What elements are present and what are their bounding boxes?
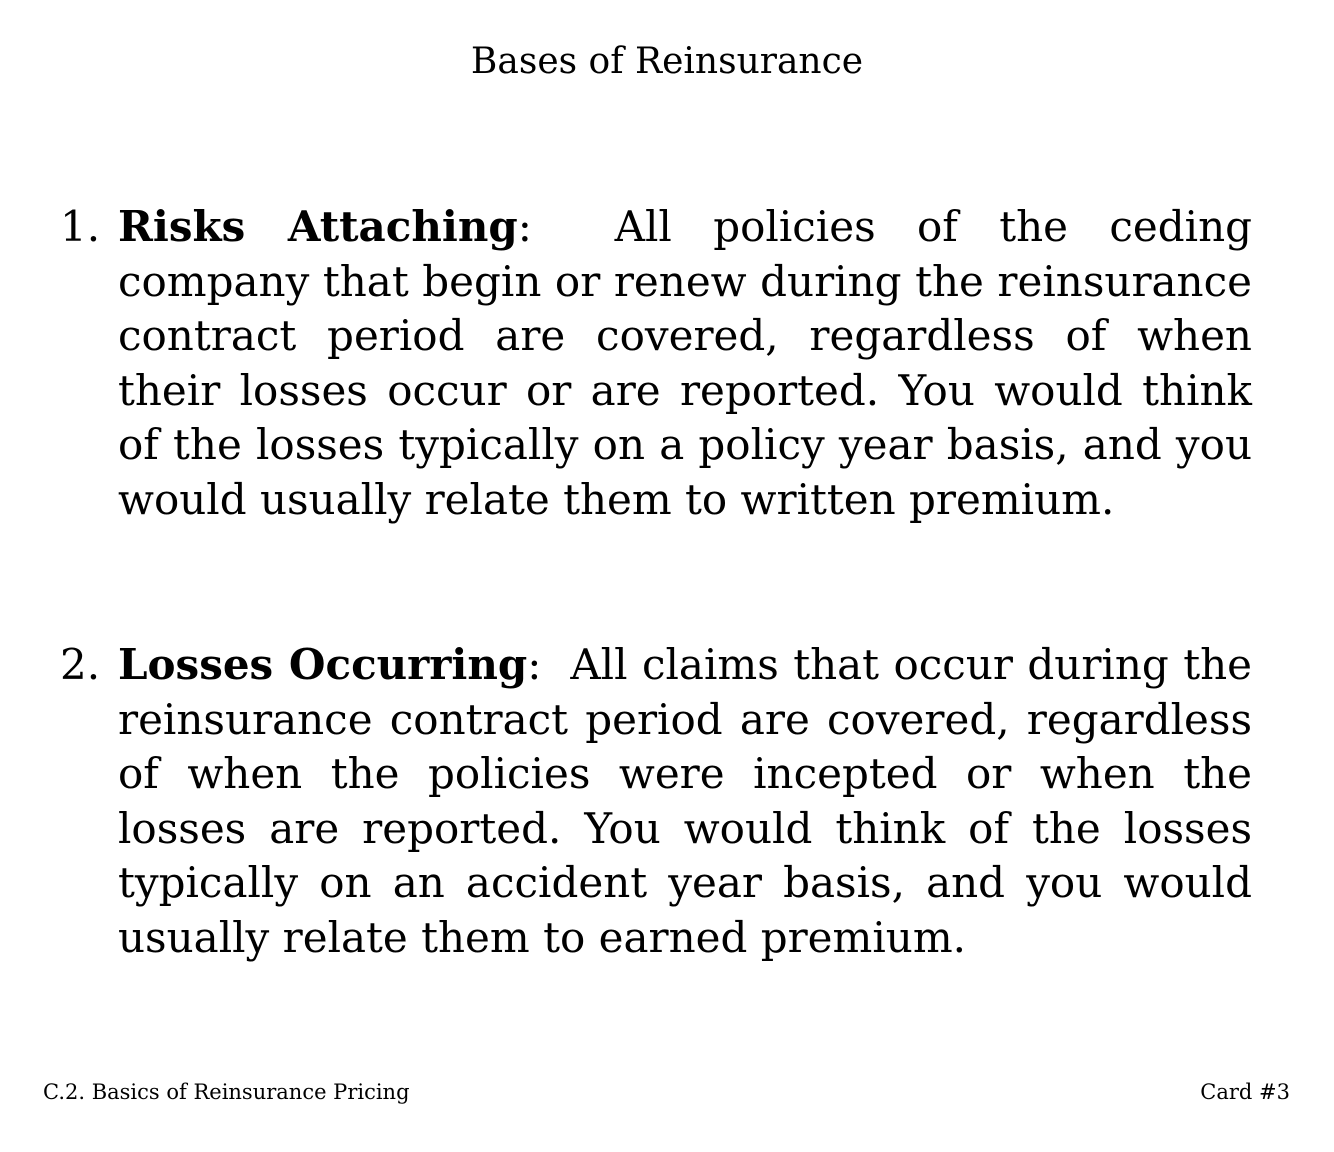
term-separator: : [517, 202, 532, 251]
list-item-number: 2. [60, 640, 101, 689]
list-item-number: 1. [60, 202, 101, 251]
list-item-risks-attaching [60, 200, 1252, 527]
definition-risks-attaching: All policies of the ceding company that begin or renew during the reinsurance contract period are covered, regardless of when their losses occur or are reported. You would think of the losses typically on a policy year basis, and you would usually relate them to written premium. [118, 202, 1253, 524]
term-separator: : [527, 640, 542, 689]
term-losses-occurring: Losses Occurring [118, 640, 528, 689]
footer-card-number: Card #3 [1200, 1080, 1290, 1104]
footer-section-label: C.2. Basics of Reinsurance Pricing [43, 1080, 410, 1104]
list-item-losses-occurring [60, 638, 1252, 965]
term-risks-attaching: Risks Attaching [118, 202, 518, 251]
list-item-body [118, 200, 1252, 527]
list-item-body [118, 638, 1252, 965]
card-title: Bases of Reinsurance [470, 41, 864, 82]
definition-losses-occurring: All claims that occur during the reinsurance contract period are covered, regardless of when the policies were incepted or when the losses are reported. You would think of the losses typically on an accident year basis, and you would usually relate them to earned premium. [118, 640, 1252, 962]
